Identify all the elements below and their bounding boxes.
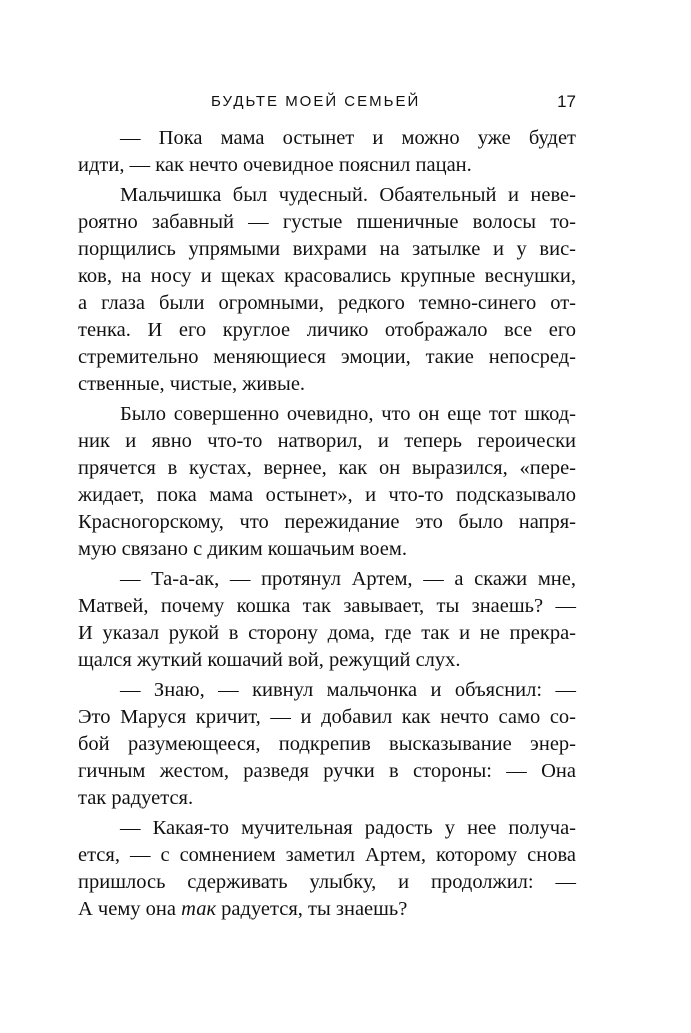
text-line: — Знаю, — кивнул мальчонка и объяснил: — [120, 679, 576, 701]
text-line: Мальчишка был чудесный. Обаятельный и неве- [120, 184, 576, 206]
text-segment: А чему она [78, 898, 182, 920]
text-line: стремительно меняющиеся эмоции, такие непосред- [78, 346, 576, 368]
italic-emphasis: так [181, 898, 217, 920]
text-line: тенка. И его круглое личико отображало все его [78, 319, 576, 341]
text-line: прячется в кустах, вернее, как он выразился, «пере- [78, 457, 576, 479]
text-line: идти, — как нечто очевидное пояснил пацан. [78, 154, 472, 176]
text-line: ник и явно что-то натворил, и теперь героически [78, 430, 576, 452]
text-line: мую связано с диким кошачьим воем. [78, 538, 407, 560]
text-line: ется, — с сомнением заметил Артем, которому снова [78, 844, 576, 866]
paragraph [78, 566, 576, 674]
text-line: так радуется. [78, 787, 194, 809]
text-line: — Пока мама остынет и можно уже будет [120, 127, 576, 149]
text-line: — Какая-то мучительная радость у нее получа- [120, 817, 576, 839]
text-line: ственные, чистые, живые. [78, 373, 306, 395]
text-line: порщились упрямыми вихрами на затылке и у вис- [78, 238, 576, 260]
page-number: 17 [557, 92, 576, 111]
text-line: роятно забавный — густые пшеничные волосы то- [78, 211, 576, 233]
paragraph [78, 125, 576, 179]
body-text [78, 125, 576, 926]
running-header [78, 92, 576, 114]
text-line: ков, на носу и щеках красовались крупные веснушки, [78, 265, 576, 287]
paragraph [78, 182, 576, 398]
text-line: а глаза были огромными, редкого темно-синего от- [78, 292, 576, 314]
paragraph [78, 401, 576, 563]
running-title: БУДЬТЕ МОЕЙ СЕМЬЕЙ [211, 93, 421, 110]
text-line: пришлось сдерживать улыбку, и продолжил: — [78, 871, 576, 893]
text-line: щался жуткий кошачий вой, режущий слух. [78, 649, 461, 671]
paragraph [78, 677, 576, 812]
text-line: И указал рукой в сторону дома, где так и не прекра- [78, 622, 576, 644]
text-line: жидает, пока мама остынет», и что-то подсказывало [78, 484, 576, 506]
text-line: — Та-а-ак, — протянул Артем, — а скажи мне, [120, 568, 576, 590]
text-line: Матвей, почему кошка так завывает, ты знаешь? — [78, 595, 576, 617]
text-line: Красногорскому, что пережидание это было напря- [78, 511, 576, 533]
paragraph [78, 815, 576, 923]
text-line: Было совершенно очевидно, что он еще тот шкод- [120, 403, 576, 425]
text-line: гичным жестом, разведя ручки в стороны: — Она [78, 760, 576, 782]
text-line: Это Маруся кричит, — и добавил как нечто само со- [78, 706, 576, 728]
text-line: бой разумеющееся, подкрепив высказывание энер- [78, 733, 576, 755]
text-segment: радуется, ты знаешь? [216, 898, 408, 920]
text-line [78, 896, 576, 923]
